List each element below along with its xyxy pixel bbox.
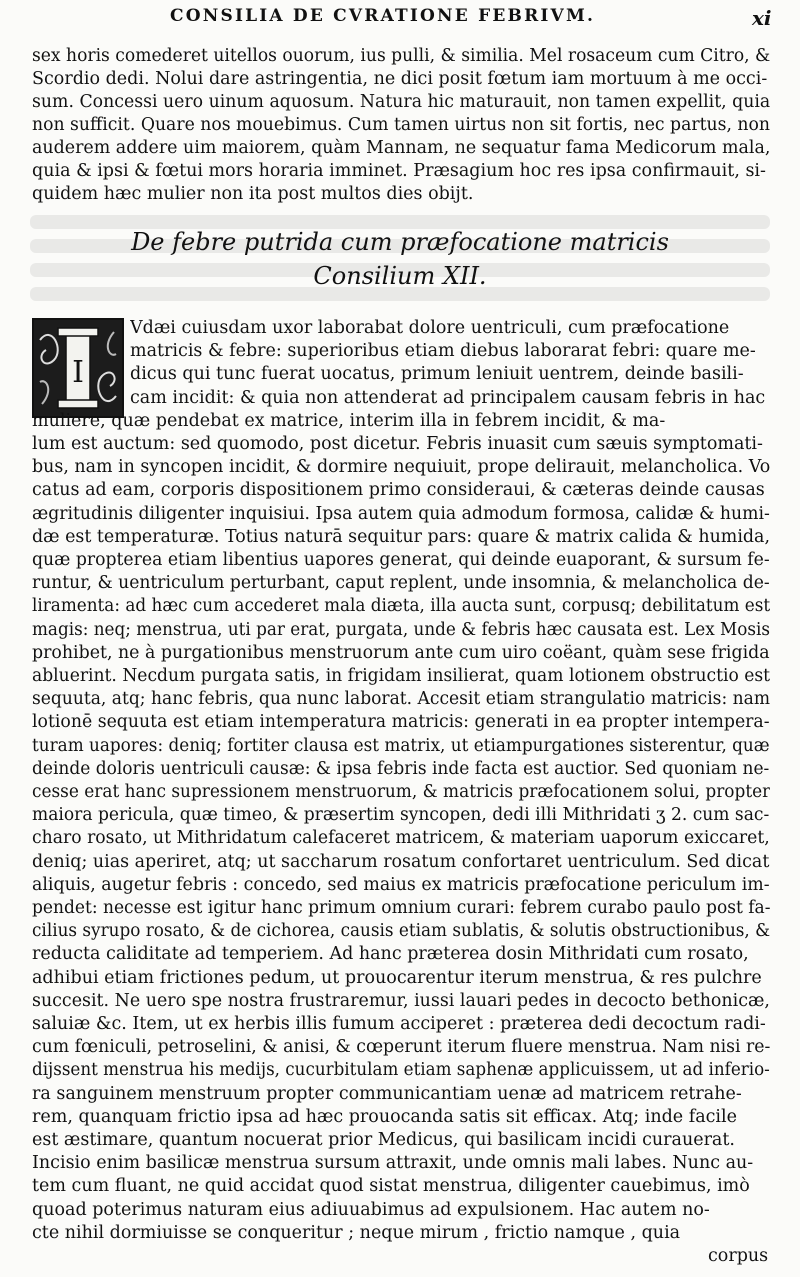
text-line: tem cum fluant, ne quid accidat quod sistat menstrua, diligenter cauebimus, imò (32, 1176, 750, 1197)
text-line: cum fœniculi, petroselini, & anisi, & cœperunt iterum fluere menstrua. Nam nisi re- (32, 1037, 771, 1058)
text-line: quæ propterea etiam libentius uapores generat, qui deinde euaporant, & sursum fe- (32, 550, 770, 570)
text-line: quidem hæc mulier non ita post multos dies obijt. (32, 184, 474, 204)
text-line: liramenta: ad hæc cum accederet mala diæta, illa aucta sunt, corpusq; debilitatum est (32, 596, 771, 617)
ornamental-initial-icon (32, 318, 124, 418)
text-line: rem, quanquam frictio ipsa ad hæc prouocanda satis sit efficax. Atq; inde facile (32, 1106, 737, 1127)
text-line: succesit. Ne uero spe nostra frustraremur, iussi lauari pedes in decocto bethonicæ, (32, 990, 770, 1011)
text-line: prohibet, ne à purgationibus menstruorum ante cum uiro coëant, quàm sese frigida (32, 642, 770, 663)
text-line: lum est auctum: sed quomodo, post dicetur. Febris inuasit cum sæuis symptomati- (32, 434, 763, 454)
text-line: dicus qui tunc fuerat uocatus, primum leniuit uentrem, deinde basili- (130, 364, 744, 385)
text-line: quoad poterimus naturam eius adiuuabimus ad expulsionem. Hac autem no- (32, 1199, 710, 1220)
section-title: De febre putrida cum præfocatione matricis (131, 228, 669, 256)
text-line: ra sanguinem menstruum propter communicantiam uenæ ad matricem retrahe- (32, 1083, 742, 1104)
text-line: dijssent menstrua his medijs, cucurbitulam etiam saphenæ applicuissem, ut ad inferio- (32, 1060, 770, 1081)
text-line: auderem addere uim maiorem, quàm Mannam, ne sequatur fama Medicorum mala, (32, 138, 771, 158)
text-line: aliquis, augetur febris : concedo, sed maius ex matricis præfocatione periculum im- (32, 874, 770, 895)
text-line: cesse erat hanc supressionem menstruorum, & matricis præfocationem solui, propter (32, 782, 771, 802)
text-line: turam uapores: deniq; fortiter clausa est matrix, ut etiampurgationes sisterentur, quæ (32, 735, 770, 756)
text-line: quia & ipsi & fœtui mors horaria imminet. Præsagium hoc res ipsa confirmauit, si- (32, 161, 766, 181)
text-line: sum. Concessi uero uinum aquosum. Natura hic maturauit, non tamen expellit, quia (32, 92, 771, 112)
text-line: abluerint. Necdum purgata satis, in frigidam insilierat, quam lotionem obstructio est (32, 666, 771, 686)
text-line: deniq; uias aperiret, atq; ut saccharum rosatum confortaret uentriculum. Sed dicat (32, 851, 770, 872)
text-line: est æstimare, quantum nocuerat prior Medicus, qui basilicam incidi curauerat. (32, 1130, 735, 1150)
folio-number: xi (752, 6, 772, 30)
text-line: non sufficit. Quare nos mouebimus. Cum tamen uirtus non sit fortis, nec partus, non (32, 115, 771, 135)
text-line: reducta caliditate ad temperiem. Ad hanc præterea dosin Mithridati cum rosato, (32, 944, 749, 965)
text-line: cilius syrupo rosato, & de cichorea, causis etiam sublatis, & solutis obstructionibus, & (32, 921, 771, 942)
dropcap-letter: I (72, 355, 84, 390)
running-head (0, 0, 800, 40)
text-line: Scordio dedi. Nolui dare astringentia, ne dici posit fœtum iam mortuum à me occi- (32, 69, 768, 89)
text-line: Vdæi cuiusdam uxor laborabat dolore uentriculi, cum præfocatione (130, 318, 730, 338)
text-line: Incisio enim basilicæ menstrua sursum attraxit, unde omnis mali labes. Nunc au- (32, 1153, 754, 1174)
text-line: muliere, quæ pendebat ex matrice, interim illa in febrem incidit, & ma- (32, 410, 666, 431)
text-line: maiora pericula, quæ timeo, & præsertim syncopen, dedi illi Mithridati ʒ 2. cum sac- (32, 805, 770, 826)
text-line: bus, nam in syncopen incidit, & dormire nequiuit, prope delirauit, melancholica. Vo (32, 457, 771, 478)
running-title: CONSILIA DE CVRATIONE FEBRIVM. (170, 6, 596, 26)
text-line: cam incidit: & quia non attenderat ad principalem causam febris in hac (130, 387, 766, 408)
text-line: sequuta, atq; hanc febris, qua nunc laborat. Accesit etiam strangulatio matricis: nam (32, 689, 771, 710)
section-subtitle: Consilium XII. (313, 262, 487, 290)
text-line: charo rosato, ut Mithridatum calefaceret matricem, & materiam uaporum exiccaret, (32, 828, 770, 849)
text-line: dæ est temperaturæ. Totius naturā sequitur pars: quare & matrix calida & humida, (32, 526, 771, 547)
text-line: ægritudinis diligenter inquisiui. Ipsa autem quia admodum formosa, calidæ & humi- (32, 503, 770, 524)
catchword: corpus (708, 1246, 769, 1266)
text-line: lotionē sequuta est etiam intemperatura matricis: generati in ea propter intempera- (32, 712, 770, 733)
text-line: adhibui etiam frictiones pedum, ut prouocarentur iterum menstrua, & res pulchre (32, 967, 762, 988)
text-line: magis: neq; menstrua, uti par erat, purgata, unde & febris hæc causata est. Lex Mosis (32, 619, 770, 640)
text-line: deinde doloris uentriculi causæ: & ipsa febris inde facta est auctior. Sed quoniam ne- (32, 758, 770, 779)
text-line: matricis & febre: superioribus etiam diebus laborarat febri: quare me- (130, 341, 756, 362)
text-line: sex horis comederet uitellos ouorum, ius pulli, & similia. Mel rosaceum cum Citro, & (32, 46, 771, 66)
text-line: pendet: necesse est igitur hanc primum omnium curari: febrem curabo paulo post fa- (32, 898, 771, 918)
text-line: cte nihil dormiuisse se conqueritur ; neque mirum , frictio namque , quia (32, 1222, 681, 1243)
text-line: saluiæ &c. Item, ut ex herbis illis fumum acciperet : præterea dedi decoctum radi- (32, 1014, 766, 1034)
text-line: runtur, & uentriculum perturbant, caput replent, unde insomnia, & melancholica de- (32, 573, 770, 594)
text-line: catus ad eam, corporis dispositionem primo consideraui, & cæteras deinde causas (32, 480, 765, 501)
